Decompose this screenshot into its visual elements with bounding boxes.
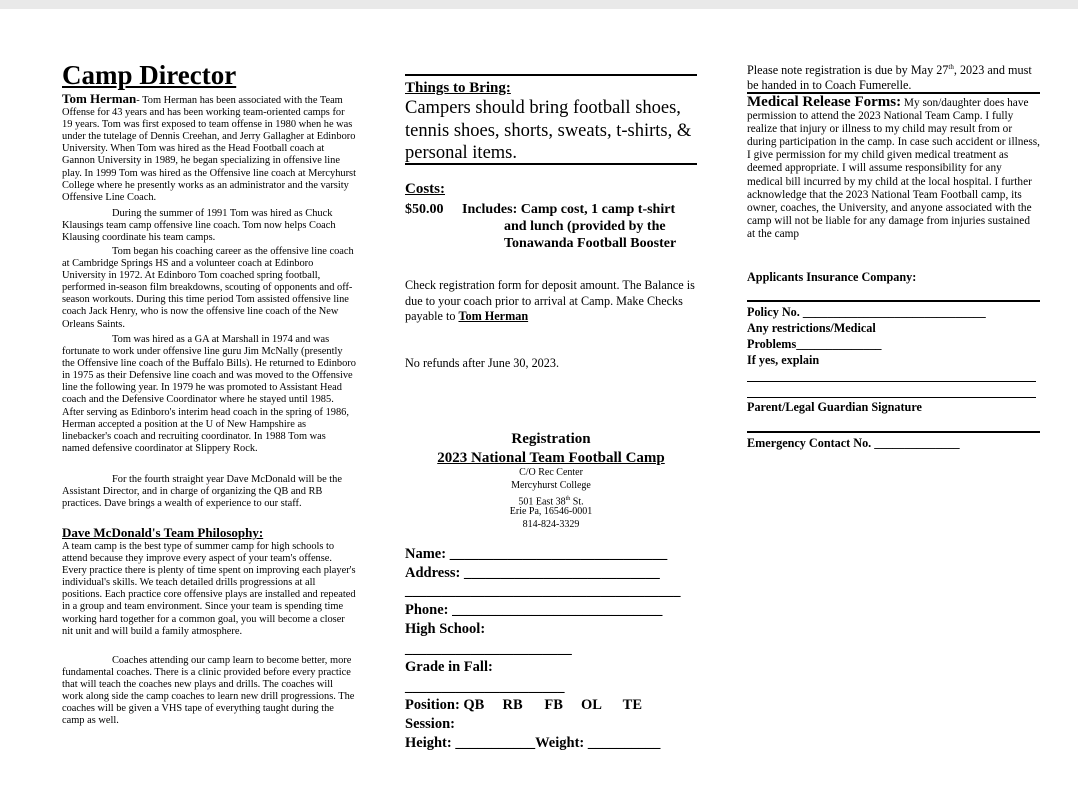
insurance-label: Applicants Insurance Company:	[747, 270, 917, 284]
session-field[interactable]: Session:	[405, 716, 455, 732]
problems-field[interactable]: Problems______________	[747, 337, 882, 351]
cost-amount: $50.00	[405, 202, 444, 217]
position-field[interactable]: Position: QB RB FB OL TE	[405, 697, 643, 713]
address-line-4: Erie Pa, 16546-0001	[509, 506, 593, 517]
explain-line[interactable]	[747, 397, 1036, 398]
phone-field[interactable]: Phone: _____________________________	[405, 602, 663, 618]
medical-release-text: My son/daughter does have permission to attend the 2023 National Team Camp. I fully realize that injury or illness to my child may result from or during participation in the camp. In case such accident or illness, I give permission for my child given medical treatment as deemed appropriate. I will assume responsibility for any medical bill incurred by my child at the local hospital. I further acknowledge that the 2023 National Team Football camp, its owner, coaches, the University, and anyone associated with the camp will not be liable for any damage from injuries sustained at the camp	[747, 97, 1040, 240]
medical-release-section	[747, 96, 1040, 241]
address-street: 501 East 38	[518, 496, 566, 508]
address-line-1: C/O Rec Center	[519, 467, 583, 478]
note-text: Please note registration is due by May 27	[747, 63, 949, 78]
refund-notice: No refunds after June 30, 2023.	[405, 356, 559, 370]
bio-paragraph-4: Tom was hired as a GA at Marshall in 1974 and was fortunate to work under offensive line guru Jim McNally (presently the Offensive line coach of the Buffalo Bills). He returned to Edinboro in 1975 as their Defensive line coach and was moved to the Offensive line the following year. In 1979 he was promoted to Assistant Head coach and the Defensive Coordinator where he stayed until 1985. After serving as Edinboro's interim head coach in the spring of 1986, Herman accepted a position at the U of New Hampshire as linebacker's coach and recruiting coordinator. In 1988 Tom was named defensive coordinator at Slippery Rock.	[62, 334, 356, 454]
bio-name: Tom Herman	[62, 91, 137, 106]
high-school-field[interactable]: High School:	[405, 621, 486, 637]
divider	[405, 74, 697, 76]
check-text: Check registration form for deposit amount. The Balance is due to your coach prior to arrival at Camp. Make Checks payable to	[405, 278, 695, 323]
page-title: Camp Director	[62, 60, 237, 90]
address-street-end: St.	[570, 496, 584, 508]
policy-number-field[interactable]: Policy No. ______________________________	[747, 305, 986, 319]
grade-field[interactable]: Grade in Fall:	[405, 659, 493, 675]
cost-includes-line-3: Tonawanda Football Booster	[504, 236, 677, 251]
note-text-end: , 2023 and must be handed in to Coach Fumerelle.	[747, 63, 1032, 93]
philosophy-paragraph-1: A team camp is the best type of summer camp for high schools to attend because they improve every aspect of your team's offense. Every practice there is plenty of time spent on improving each player's individual's skills. We teach detailed drills progressions at all positions. Each practice core offensive plays are installed and repeated in a group and team environment. Since your team is spending time working hard together for a common goal, you will become a closer nit unit and will build a family atmosphere.	[62, 541, 356, 637]
divider	[405, 163, 697, 165]
registration-title: Registration	[511, 431, 591, 447]
high-school-line[interactable]: _______________________	[405, 641, 572, 657]
registration-camp-name: 2023 National Team Football Camp	[437, 450, 665, 466]
explain-label: If yes, explain	[747, 353, 820, 367]
bio-paragraph-5: For the fourth straight year Dave McDonald will be the Assistant Director, and in charge of organizing the QB and RB practices. Dave brings a wealth of experience to our staff.	[62, 474, 342, 510]
height-weight-field[interactable]: Height: ___________Weight: __________	[405, 735, 661, 751]
costs-heading: Costs:	[405, 181, 445, 197]
bio-paragraph-3: Tom began his coaching career as the offensive line coach at Cambridge Springs HS and a volunteer coach at Edinboro University in 1972. At Edinboro Tom coached spring football, performed in-season film breakdowns, scouting of opponents and off-season workouts. During this time period Tom assisted offensive line coach Jack Henry, who is now the offensive line coach of the New Orleans Saints.	[62, 246, 354, 330]
address-superscript: th	[565, 496, 571, 502]
explain-line[interactable]	[747, 381, 1036, 382]
check-payee: Tom Herman	[458, 309, 529, 323]
note-superscript: th	[948, 63, 954, 71]
guardian-signature-label: Parent/Legal Guardian Signature	[747, 400, 922, 414]
bio-paragraph-2: During the summer of 1991 Tom was hired as Chuck Klausings team camp offensive line coach. Tom now helps Coach Klausing coordinate his team camps.	[62, 208, 336, 244]
grade-line[interactable]: ______________________	[405, 679, 565, 695]
philosophy-paragraph-2: Coaches attending our camp learn to become better, more fundamental coaches. There is a clinic provided before every practice that will teach the coaches new plays and drills. The coaches will work along side the camp coaches to learn new drill progressions. The coaches will be given a VHS tape of everything taught during the camp as well.	[62, 655, 355, 727]
address-line-5: 814-824-3329	[522, 519, 580, 530]
divider	[747, 431, 1040, 433]
check-instructions	[405, 278, 697, 325]
address-line-2: Mercyhurst College	[511, 480, 591, 491]
things-to-bring-heading: Things to Bring:	[405, 80, 511, 96]
divider	[747, 300, 1040, 302]
restrictions-label: Any restrictions/Medical	[747, 321, 876, 335]
things-to-bring-text: Campers should bring football shoes, tennis shoes, shorts, sweats, t-shirts, & personal items.	[405, 98, 692, 163]
bio-paragraph-1	[62, 93, 356, 204]
name-field[interactable]: Name: ______________________________	[405, 546, 668, 562]
bio-text-1: - Tom Herman has been associated with the Team Offense for 43 years and has been working team-oriented camps for 19 years. Tom was first exposed to team offense in 1980 when he was under the tutelage of Dennis Creehan, and Jerry Gallagher at Edinboro University. When Tom was hired as the Head Football coach at Gannon University in 1989, he began specializing in offensive line play. In 1999 Tom was hired as the Offensive line coach at Mercyhurst College where he presently works as an administrator and the varsity Offensive Line Coach.	[62, 95, 356, 203]
address-field[interactable]: Address: ___________________________	[405, 565, 660, 581]
cost-includes-line-2: and lunch (provided by the	[504, 219, 666, 234]
address-field-line-2[interactable]: ______________________________________	[405, 583, 681, 599]
philosophy-heading: Dave McDonald's Team Philosophy:	[62, 525, 264, 540]
registration-deadline-note	[747, 60, 1040, 93]
viewer-top-bar	[0, 0, 1078, 9]
medical-release-heading: Medical Release Forms:	[747, 94, 902, 110]
cost-includes: Includes: Camp cost, 1 camp t-shirt	[462, 202, 676, 217]
emergency-contact-field[interactable]: Emergency Contact No. ______________	[747, 436, 960, 450]
